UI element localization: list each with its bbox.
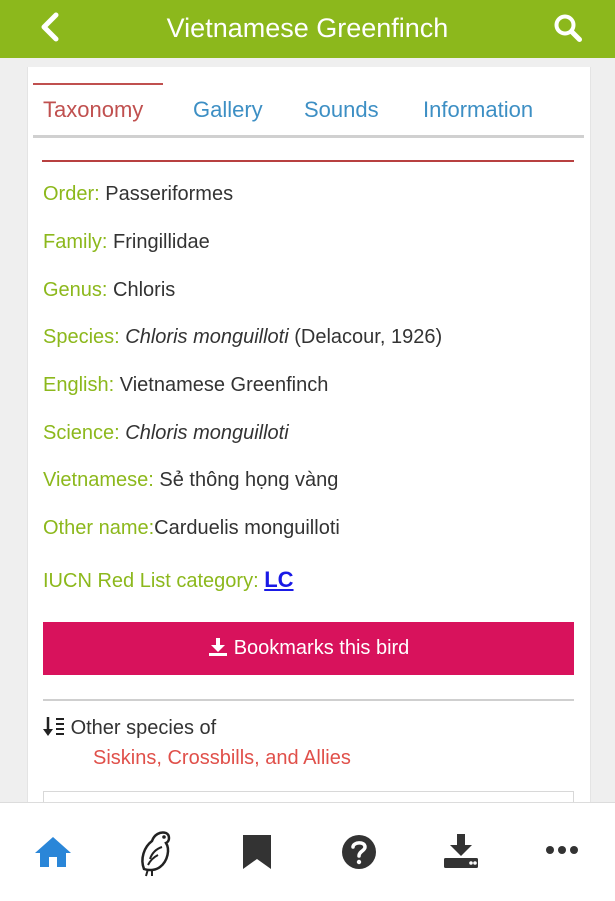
nav-downloads[interactable] bbox=[421, 803, 501, 901]
species-value: Chloris monguilloti bbox=[125, 326, 289, 348]
sort-icon bbox=[43, 715, 65, 737]
bird-icon bbox=[136, 829, 174, 877]
iucn-status-link[interactable]: LC bbox=[264, 567, 294, 592]
bookmark-button-label: Bookmarks this bird bbox=[233, 637, 410, 659]
science-label: Science: bbox=[43, 422, 120, 444]
science-value: Chloris monguilloti bbox=[125, 422, 289, 444]
content-card bbox=[27, 67, 591, 807]
genus-row bbox=[43, 279, 175, 302]
vietnamese-row bbox=[43, 469, 338, 492]
nav-more[interactable] bbox=[522, 803, 602, 901]
tab-bar bbox=[33, 83, 584, 138]
divider bbox=[42, 160, 574, 162]
species-label: Species: bbox=[43, 326, 120, 348]
genus-value: Chloris bbox=[113, 279, 176, 301]
other-name-label: Other name: bbox=[43, 517, 155, 539]
tab-information[interactable]: Information bbox=[423, 97, 534, 122]
bookmark-icon bbox=[243, 835, 271, 869]
order-value: Passeriformes bbox=[105, 183, 234, 205]
science-row bbox=[43, 422, 289, 445]
home-icon bbox=[34, 835, 72, 869]
divider bbox=[43, 699, 574, 701]
download-tray-icon bbox=[442, 834, 480, 868]
nav-home[interactable] bbox=[13, 803, 93, 901]
other-species-heading bbox=[43, 715, 216, 740]
genus-label: Genus: bbox=[43, 279, 108, 301]
nav-bookmarks[interactable] bbox=[217, 803, 297, 901]
english-label: English: bbox=[43, 374, 115, 396]
english-value: Vietnamese Greenfinch bbox=[119, 374, 329, 396]
active-tab-indicator bbox=[33, 83, 163, 85]
tab-taxonomy[interactable]: Taxonomy bbox=[43, 97, 144, 122]
nav-birds[interactable] bbox=[115, 803, 195, 901]
search-icon[interactable] bbox=[553, 13, 583, 43]
species-row bbox=[43, 326, 442, 349]
download-icon bbox=[208, 637, 228, 657]
tab-sounds[interactable]: Sounds bbox=[304, 97, 379, 122]
family-value: Fringillidae bbox=[113, 231, 210, 253]
nav-help[interactable] bbox=[319, 803, 399, 901]
more-icon bbox=[545, 845, 579, 855]
vietnamese-value: Sẻ thông họng vàng bbox=[159, 469, 339, 491]
bottom-nav bbox=[0, 802, 615, 901]
tab-gallery[interactable]: Gallery bbox=[193, 97, 263, 122]
iucn-label: IUCN Red List category: bbox=[43, 570, 259, 592]
help-icon bbox=[341, 834, 377, 870]
other-name-row bbox=[43, 517, 340, 540]
order-label: Order: bbox=[43, 183, 100, 205]
bookmark-button[interactable] bbox=[43, 622, 574, 675]
english-row bbox=[43, 374, 328, 397]
order-row bbox=[43, 183, 233, 206]
page-title: Vietnamese Greenfinch bbox=[166, 13, 449, 43]
app-header bbox=[0, 0, 615, 58]
iucn-row bbox=[43, 567, 294, 593]
species-author: (Delacour, 1926) bbox=[294, 326, 443, 348]
other-name-value: Carduelis monguilloti bbox=[154, 517, 340, 539]
other-species-label: Other species of bbox=[70, 717, 217, 739]
family-label: Family: bbox=[43, 231, 108, 253]
family-link[interactable]: Siskins, Crossbills, and Allies bbox=[93, 747, 351, 769]
family-row bbox=[43, 231, 210, 254]
vietnamese-label: Vietnamese: bbox=[43, 469, 154, 491]
